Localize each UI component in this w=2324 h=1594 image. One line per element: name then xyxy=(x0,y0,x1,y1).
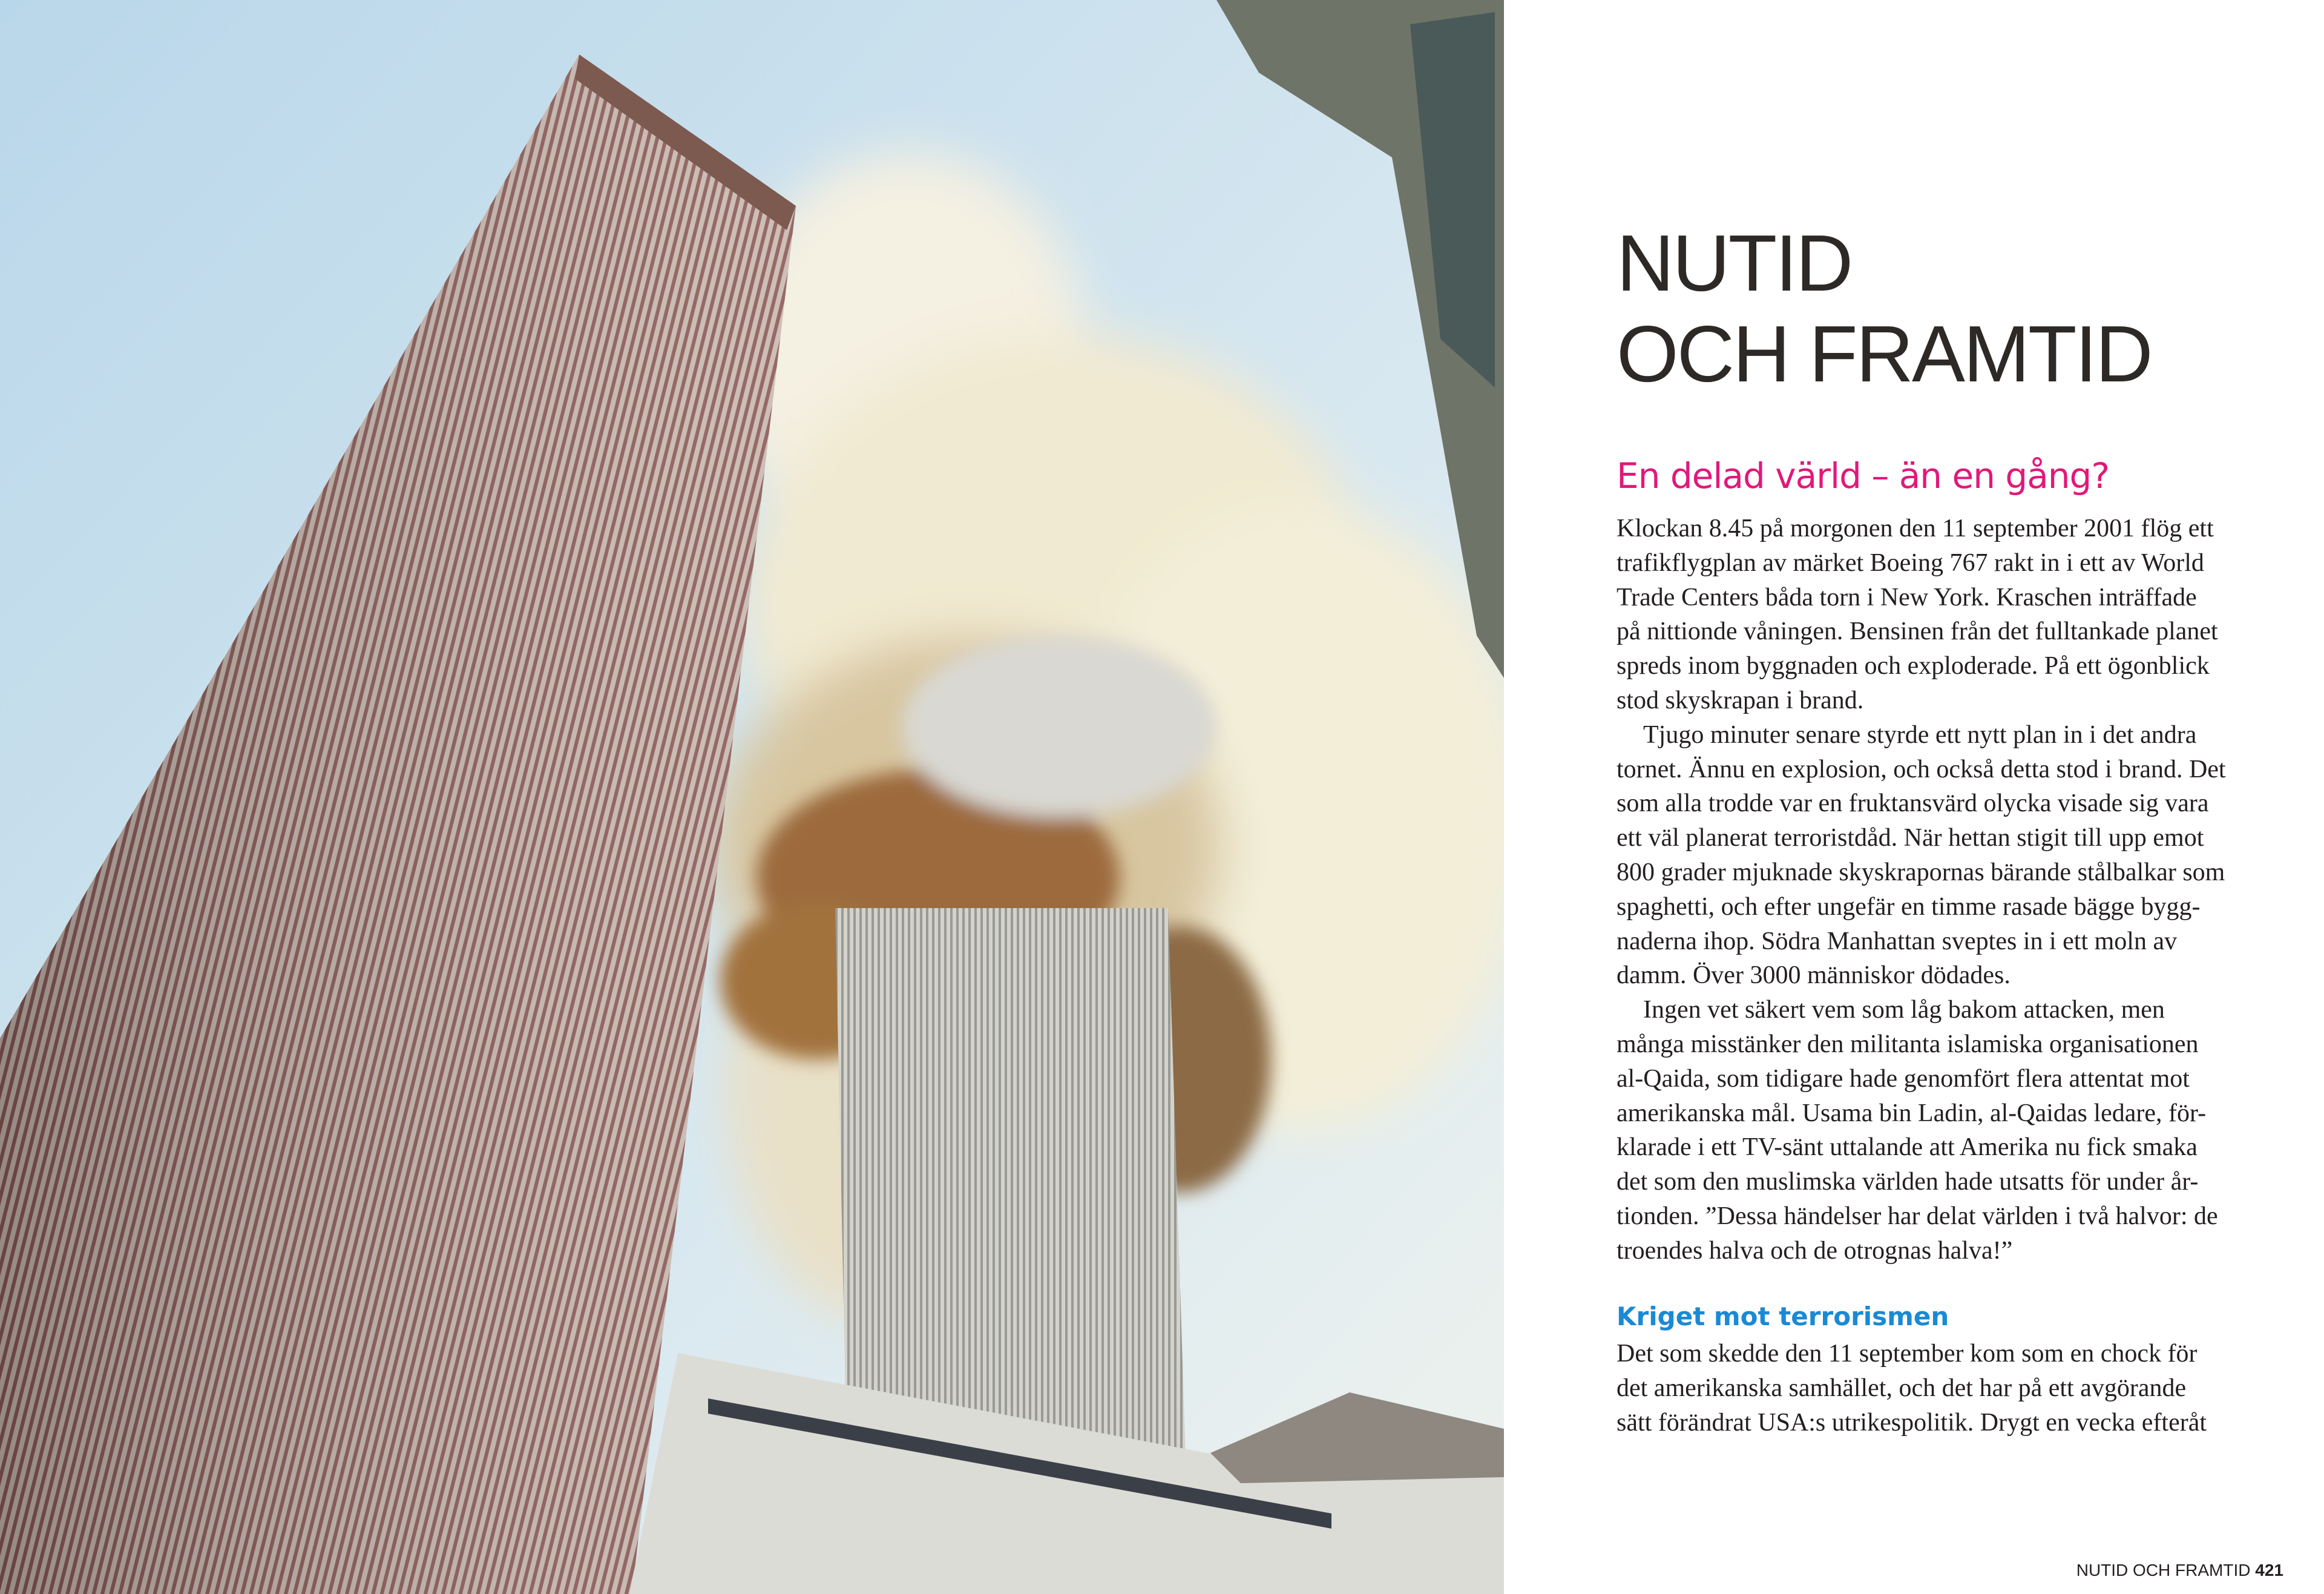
text-line: Tjugo minuter senare styrde ett nytt plan in i det andra xyxy=(1643,720,2197,749)
text-line: 800 grader mjuknade skyskrapornas bärande stålbalkar som xyxy=(1617,858,2225,886)
text-line: som alla trodde var en fruktansvärd olycka visade sig vara xyxy=(1617,789,2209,818)
chapter-title-line2: OCH FRAMTID xyxy=(1617,309,2152,398)
page-number: 421 xyxy=(2255,1561,2283,1579)
running-head: NUTID OCH FRAMTID xyxy=(2076,1561,2251,1579)
section-heading: En delad värld – än en gång? xyxy=(1617,455,2110,496)
text-line: klarade i ett TV-sänt uttalande att Amerika nu fick smaka xyxy=(1617,1133,2198,1162)
text-line: troendes halva och de otrognas halva!” xyxy=(1617,1236,2013,1265)
text-line: spreds inom byggnaden och exploderade. På ett ögonblick xyxy=(1617,652,2210,680)
text-line: spaghetti, och efter ungefär en timme rasade bägge bygg- xyxy=(1617,892,2201,921)
text-line: stod skyskrapan i brand. xyxy=(1617,686,1864,714)
body-text xyxy=(1617,512,2226,1268)
text-line: Det som skedde den 11 september kom som en chock för xyxy=(1617,1340,2198,1368)
text-column xyxy=(1617,0,2294,1594)
text-line: al-Qaida, som tidigare hade genomfört flera attentat mot xyxy=(1617,1064,2190,1093)
text-line: ett väl planerat terroristdåd. När hettan stigit till upp emot xyxy=(1617,824,2204,852)
text-line: på nittionde våningen. Bensinen från det fulltankade planet xyxy=(1617,618,2218,646)
text-line: Ingen vet säkert vem som låg bakom attacken, men xyxy=(1643,996,2165,1024)
text-line: tionden. ”Dessa händelser har delat världen i två halvor: de xyxy=(1617,1202,2218,1230)
text-line: damm. Över 3000 människor dödades. xyxy=(1617,961,2011,990)
chapter-title-line1: NUTID xyxy=(1617,219,1852,308)
text-line: Trade Centers båda torn i New York. Kraschen inträffade xyxy=(1617,583,2197,611)
chapter-title xyxy=(1617,218,2152,400)
text-line: trafikflygplan av märket Boeing 767 rakt in i ett av World xyxy=(1617,548,2204,577)
text-line: tornet. Ännu en explosion, och också detta stod i brand. Det xyxy=(1617,755,2226,783)
second-tower xyxy=(835,908,1186,1477)
text-line: amerikanska mål. Usama bin Ladin, al-Qaidas ledare, för- xyxy=(1617,1099,2207,1127)
body-text-2 xyxy=(1617,1337,2207,1440)
text-line: sätt förändrat USA:s utrikespolitik. Drygt en vecka efteråt xyxy=(1617,1408,2207,1437)
subsection-heading: Kriget mot terrorismen xyxy=(1617,1302,1949,1331)
text-line: många misstänker den militanta islamiska organisationen xyxy=(1617,1030,2199,1058)
page-footer xyxy=(2076,1561,2283,1580)
text-line: det som den muslimska världen hade utsatts för under år- xyxy=(1617,1168,2199,1196)
text-line: Klockan 8.45 på morgonen den 11 september 2001 flög ett xyxy=(1617,515,2214,542)
text-line: naderna ihop. Södra Manhattan sveptes in i ett moln av xyxy=(1617,927,2178,955)
text-line: det amerikanska samhället, och det har på ett avgörande xyxy=(1617,1374,2187,1402)
